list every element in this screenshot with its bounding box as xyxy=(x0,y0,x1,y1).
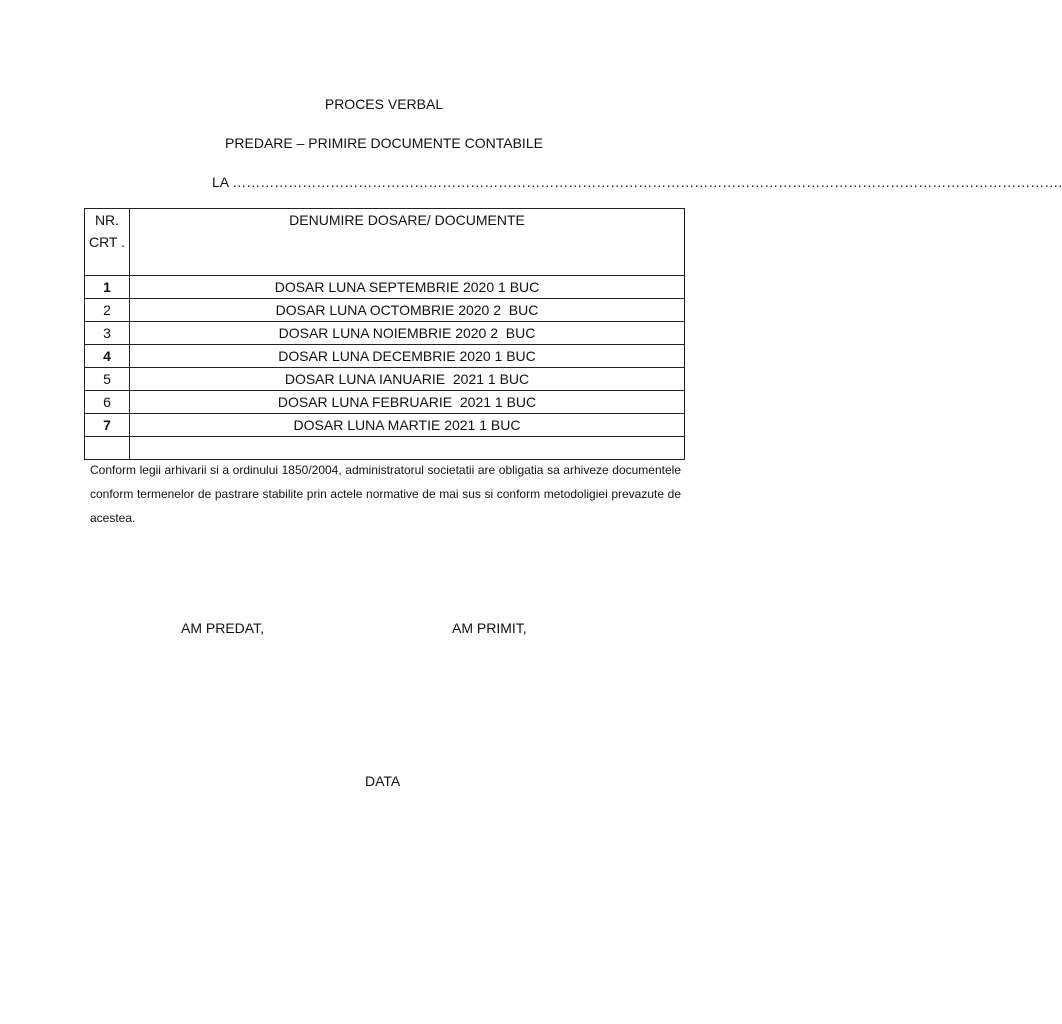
table-row xyxy=(85,345,685,368)
row-document: DOSAR LUNA SEPTEMBRIE 2020 1 BUC xyxy=(130,276,685,299)
table-row xyxy=(85,276,685,299)
row-document: DOSAR LUNA FEBRUARIE 2021 1 BUC xyxy=(130,391,685,414)
table-row xyxy=(85,414,685,437)
row-document: DOSAR LUNA DECEMBRIE 2020 1 BUC xyxy=(130,345,685,368)
documents-table xyxy=(84,208,685,460)
row-number xyxy=(85,437,130,460)
row-document: DOSAR LUNA MARTIE 2021 1 BUC xyxy=(130,414,685,437)
row-number: 2 xyxy=(85,299,130,322)
row-number: 5 xyxy=(85,368,130,391)
table-row xyxy=(85,391,685,414)
handed-over-label: AM PREDAT, xyxy=(181,620,264,636)
row-document xyxy=(130,437,685,460)
table-header-row xyxy=(85,209,685,276)
table-row xyxy=(85,299,685,322)
nr-crt-header: NR. CRT . xyxy=(85,209,130,276)
documents-header: DENUMIRE DOSARE/ DOCUMENTE xyxy=(130,209,685,276)
row-document: DOSAR LUNA IANUARIE 2021 1 BUC xyxy=(130,368,685,391)
table-row-empty xyxy=(85,437,685,460)
row-number: 4 xyxy=(85,345,130,368)
row-number: 7 xyxy=(85,414,130,437)
date-label: DATA xyxy=(365,773,401,789)
table-row xyxy=(85,368,685,391)
table-row xyxy=(85,322,685,345)
location-line: LA ……………………………………………………………………………………………………………………………………………………………. xyxy=(212,174,1062,190)
legal-paragraph: Conform legii arhivarii si a ordinului 1850/2004, administratorul societatii are obligatia sa arhiveze documentele conform termenelor de pastrare stabilite prin actele normative de mai sus si conform metodoligiei prevazute de acestea. xyxy=(90,463,681,525)
row-document: DOSAR LUNA NOIEMBRIE 2020 2 BUC xyxy=(130,322,685,345)
document-subtitle: PREDARE – PRIMIRE DOCUMENTE CONTABILE xyxy=(225,135,543,151)
row-number: 6 xyxy=(85,391,130,414)
received-label: AM PRIMIT, xyxy=(452,620,527,636)
document-title: PROCES VERBAL xyxy=(324,96,444,112)
row-document: DOSAR LUNA OCTOMBRIE 2020 2 BUC xyxy=(130,299,685,322)
row-number: 3 xyxy=(85,322,130,345)
row-number: 1 xyxy=(85,276,130,299)
